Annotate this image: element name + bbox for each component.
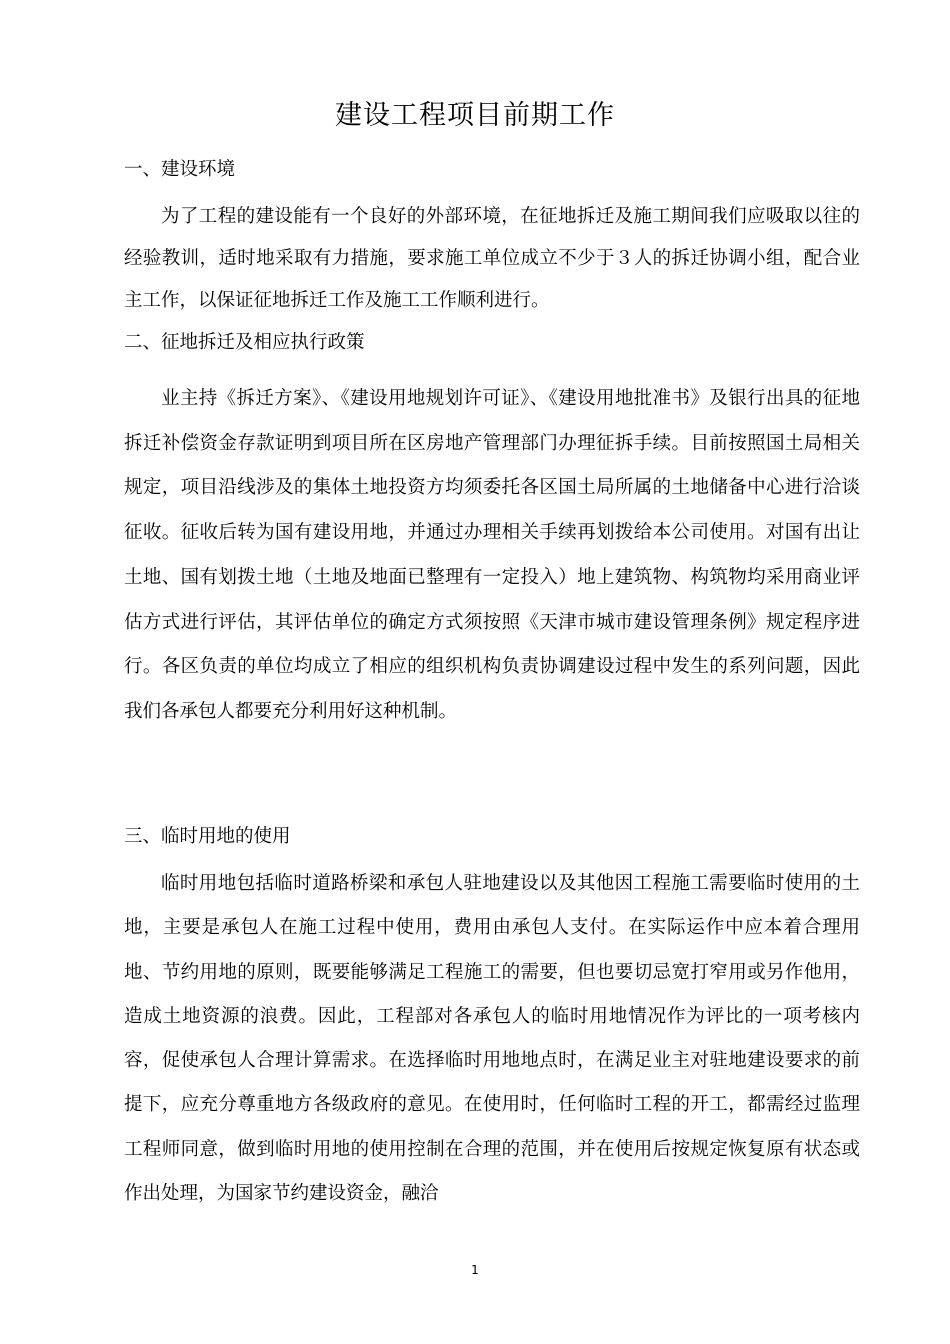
section-paragraph-construction-environment: 为了工程的建设能有一个良好的外部环境，在征地拆迁及施工期间我们应吸取以往的经验教训，适时地采取有力措施，要求施工单位成立不少于３人的拆迁协调小组，配合业主工作，以保证征地拆迁工作及施工工作顺利进行。: [124, 206, 860, 311]
section-heading-temporary-land-use: 三、临时用地的使用: [124, 826, 291, 847]
section-paragraph-temporary-land-use: 临时用地包括临时道路桥梁和承包人驻地建设以及其他因工程施工需要临时使用的土地，主要是承包人在施工过程中使用，费用由承包人支付。在实际运作中应本着合理用地、节约用地的原则，既要能够满足工程施工的需要，但也要切忌宽打窄用或另作他用，造成土地资源的浪费。因此，工程部对各承包人的临时用地情况作为评比的一项考核内容，促使承包人合理计算需求。在选择临时用地地点时，在满足业主对驻地建设要求的前提下，应充分尊重地方各级政府的意见。在使用时，任何临时工程的开工，都需经过监理工程师同意，做到临时用地的使用控制在合理的范围，并在使用后按规定恢复原有状态或作出处理，为国家节约建设资金，融洽: [124, 873, 860, 1205]
section-heading-land-acquisition-policy: 二、征地拆迁及相应执行政策: [124, 332, 365, 353]
page-number: 1: [471, 1263, 479, 1277]
section-heading-construction-environment: 一、建设环境: [124, 159, 236, 180]
section-paragraph-land-acquisition-policy: 业主持《拆迁方案》、《建设用地规划许可证》、《建设用地批准书》及银行出具的征地拆迁补偿资金存款证明到项目所在区房地产管理部门办理征拆手续。目前按照国土局相关规定，项目沿线涉及的集体土地投资方均须委托各区国土局所属的土地储备中心进行洽谈征收。征收后转为国有建设用地，并通过办理相关手续再划拨给本公司使用。对国有出让土地、国有划拨土地（土地及地面已整理有一定投入）地上建筑物、构筑物均采用商业评估方式进行评估，其评估单位的确定方式须按照《天津市城市建设管理条例》规定程序进行。各区负责的单位均成立了相应的组织机构负责协调建设过程中发生的系列问题，因此我们各承包人都要充分利用好这种机制。: [124, 388, 860, 722]
document-title: 建设工程项目前期工作: [335, 100, 615, 131]
